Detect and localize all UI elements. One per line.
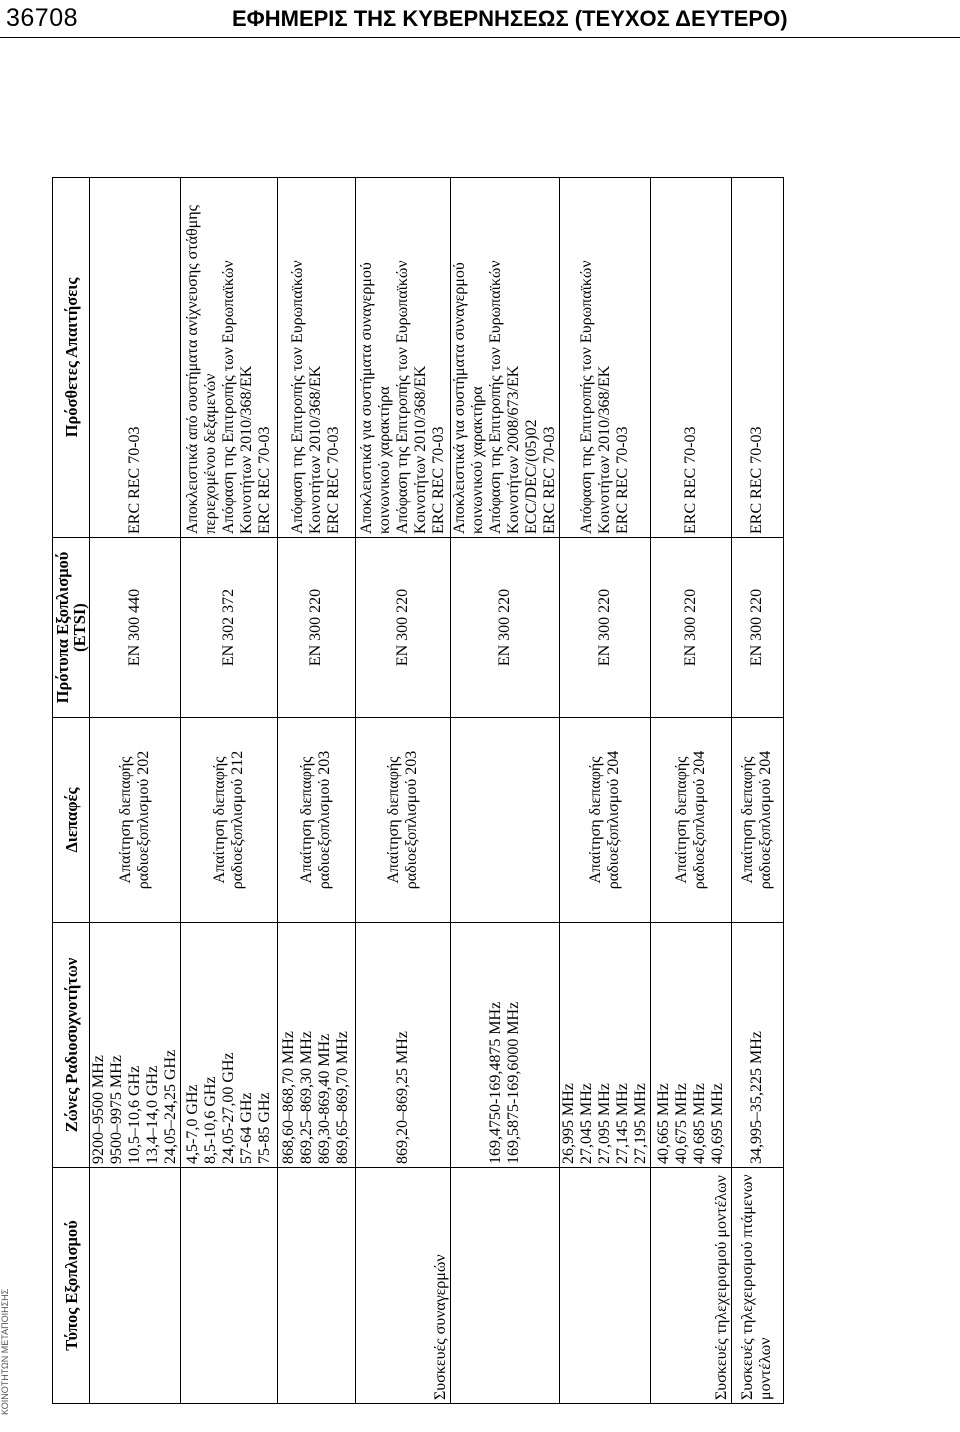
requirements-line: Απόφαση της Επιτροπής των Ευρωπαϊκών bbox=[220, 260, 238, 534]
standard-cell bbox=[90, 538, 181, 718]
interface-line: Απαίτηση διεπαφής bbox=[384, 756, 402, 884]
table-header-row bbox=[53, 178, 90, 1404]
frequency-bands-line: 75-85 GHz bbox=[256, 1092, 274, 1164]
standard-text: EN 300 220 bbox=[307, 588, 325, 667]
table-row bbox=[560, 178, 651, 1404]
interface-cell bbox=[181, 718, 277, 923]
equipment-type-cell bbox=[560, 1168, 651, 1404]
header-interfaces: Διεπαφές bbox=[53, 718, 90, 923]
frequency-bands-line: 13,4–14,0 GHz bbox=[144, 1065, 162, 1164]
interface-cell bbox=[450, 718, 559, 923]
requirements-line: ERC REC 70-03 bbox=[256, 426, 274, 534]
requirements-line: ERC REC 70-03 bbox=[126, 426, 144, 534]
interface-line: ραδιοεξοπλισμού 203 bbox=[402, 750, 420, 890]
equipment-type-cell bbox=[181, 1168, 277, 1404]
standard-cell bbox=[181, 538, 277, 718]
standard-cell bbox=[277, 538, 355, 718]
equipment-table bbox=[52, 177, 784, 1404]
frequency-bands-cell bbox=[90, 923, 181, 1168]
interface-cell bbox=[651, 718, 731, 923]
header-rule bbox=[0, 37, 960, 38]
requirements-cell bbox=[356, 178, 450, 538]
interface-cell bbox=[277, 718, 355, 923]
header-additional-requirements: Πρόσθετες Απαιτήσεις bbox=[53, 178, 90, 538]
frequency-bands-cell bbox=[181, 923, 277, 1168]
requirements-line: Κοινοτήτων 2010/368/ΕΚ bbox=[596, 365, 614, 534]
frequency-bands-cell bbox=[651, 923, 731, 1168]
header-equipment-type: Τύπος Εξοπλισμού bbox=[53, 1168, 90, 1404]
requirements-line: Απόφαση της Επιτροπής των Ευρωπαϊκών bbox=[486, 260, 504, 534]
frequency-bands-line: 24,05–24,25 GHz bbox=[162, 1049, 180, 1164]
frequency-bands-line: 869,20–869,25 MHz bbox=[393, 1031, 411, 1164]
interface-line: ραδιοεξοπλισμού 204 bbox=[757, 750, 775, 890]
frequency-bands-line: 27,095 MHz bbox=[596, 1083, 614, 1164]
frequency-bands-line: 10,5–10,6 GHz bbox=[126, 1065, 144, 1164]
requirements-cell bbox=[277, 178, 355, 538]
standard-text: EN 302 372 bbox=[220, 588, 238, 667]
interface-line: ραδιοεξοπλισμού 204 bbox=[691, 750, 709, 890]
frequency-bands-line: 24,05-27,00 GHz bbox=[220, 1052, 238, 1164]
requirements-line: ERC REC 70-03 bbox=[748, 426, 766, 534]
table-row bbox=[181, 178, 277, 1404]
gazette-title: ΕΦΗΜΕΡΙΣ ΤΗΣ ΚΥΒΕΡΝΗΣΕΩΣ (ΤΕΥΧΟΣ ΔΕΥΤΕΡΟ) bbox=[232, 6, 788, 31]
frequency-bands-line: 869,30-869,40 MHz bbox=[316, 1033, 334, 1164]
standard-cell bbox=[356, 538, 450, 718]
equipment-type-cell bbox=[731, 1168, 783, 1404]
standard-text: EN 300 220 bbox=[748, 588, 766, 667]
table-body bbox=[90, 178, 784, 1404]
frequency-bands-line: 869,65–869,70 MHz bbox=[334, 1031, 352, 1164]
interface-line: Απαίτηση διεπαφής bbox=[211, 756, 229, 884]
table-row bbox=[651, 178, 731, 1404]
requirements-line: ERC REC 70-03 bbox=[429, 426, 447, 534]
standard-cell bbox=[560, 538, 651, 718]
equipment-type-cell bbox=[356, 1168, 450, 1404]
interface-cell bbox=[560, 718, 651, 923]
requirements-line: ERC REC 70-03 bbox=[682, 426, 700, 534]
standard-cell bbox=[731, 538, 783, 718]
interface-line: ραδιοεξοπλισμού 202 bbox=[135, 750, 153, 890]
equipment-type-text: Συσκευές συναγερμών bbox=[431, 1254, 449, 1400]
table-row bbox=[90, 178, 181, 1404]
requirements-cell bbox=[560, 178, 651, 538]
requirements-line: Κοινοτήτων 2010/368/ΕΚ bbox=[307, 365, 325, 534]
requirements-line: Απόφαση της Επιτροπής των Ευρωπαϊκών bbox=[289, 260, 307, 534]
frequency-bands-line: 869,25–869,30 MHz bbox=[298, 1031, 316, 1164]
table-row bbox=[356, 178, 450, 1404]
frequency-bands-line: 8,5-10,6 GHz bbox=[202, 1076, 220, 1164]
frequency-bands-line: 40,675 MHz bbox=[673, 1083, 691, 1164]
header-frequency-bands: Ζώνες Ραδιοσυχνοτήτων bbox=[53, 923, 90, 1168]
requirements-line: ERC REC 70-03 bbox=[325, 426, 343, 534]
frequency-bands-line: 27,195 MHz bbox=[632, 1083, 650, 1164]
frequency-bands-line: 34,995–35,225 MHz bbox=[748, 1031, 766, 1164]
frequency-bands-line: 169,5875-169,6000 MHz bbox=[504, 1001, 522, 1164]
requirements-line: Απόφαση της Επιτροπής των Ευρωπαϊκών bbox=[578, 260, 596, 534]
frequency-bands-line: 40,695 MHz bbox=[709, 1083, 727, 1164]
stub-text: ΚΟΙΝΟΤΗΤΩΝ ΜΕΤΑΠΟΙΗΣΗΣ bbox=[0, 1288, 10, 1415]
standard-text: EN 300 440 bbox=[126, 588, 144, 667]
page-number: 36708 bbox=[6, 4, 79, 32]
frequency-bands-cell bbox=[560, 923, 651, 1168]
requirements-line: κοινωνικού χαρακτήρα bbox=[375, 386, 393, 534]
frequency-bands-line: 27,045 MHz bbox=[578, 1083, 596, 1164]
frequency-bands-line: 40,665 MHz bbox=[655, 1083, 673, 1164]
requirements-cell bbox=[731, 178, 783, 538]
interface-line: ραδιοεξοπλισμού 204 bbox=[605, 750, 623, 890]
frequency-bands-line: 868,60–868,70 MHz bbox=[280, 1031, 298, 1164]
interface-line: Απαίτηση διεπαφής bbox=[298, 756, 316, 884]
rotated-table-wrapper bbox=[52, 178, 784, 1404]
table-row bbox=[450, 178, 559, 1404]
standard-cell bbox=[651, 538, 731, 718]
requirements-line: περιεχομένου δεξαμενών bbox=[202, 373, 220, 534]
interface-line: Απαίτηση διεπαφής bbox=[587, 756, 605, 884]
frequency-bands-line: 57-64 GHz bbox=[238, 1092, 256, 1164]
frequency-bands-line: 169,4750-169,4875 MHz bbox=[486, 1001, 504, 1164]
frequency-bands-line: 26,995 MHz bbox=[560, 1083, 578, 1164]
table-row bbox=[731, 178, 783, 1404]
requirements-line: Απόφαση της Επιτροπής των Ευρωπαϊκών bbox=[393, 260, 411, 534]
requirements-line: Κοινοτήτων 2010/368/ΕΚ bbox=[411, 365, 429, 534]
requirements-line: Αποκλειστικά για συστήματα συναγερμού bbox=[450, 262, 468, 534]
standard-cell bbox=[450, 538, 559, 718]
frequency-bands-line: 4,5-7,0 GHz bbox=[184, 1084, 202, 1164]
equipment-type-cell bbox=[651, 1168, 731, 1404]
frequency-bands-line: 9200–9500 MHz bbox=[90, 1055, 108, 1164]
standard-text: EN 300 220 bbox=[495, 588, 513, 667]
header-etsi-standards: Πρότυπα Εξοπλισμού (ETSI) bbox=[53, 538, 90, 718]
requirements-line: ECC/DEC/(05)02 bbox=[522, 419, 540, 534]
equipment-type-cell bbox=[450, 1168, 559, 1404]
interface-line: Απαίτηση διεπαφής bbox=[117, 756, 135, 884]
requirements-line: Κοινοτήτων 2010/368/ΕΚ bbox=[238, 365, 256, 534]
equipment-type-cell bbox=[90, 1168, 181, 1404]
requirements-line: κοινωνικού χαρακτήρα bbox=[468, 386, 486, 534]
requirements-line: ERC REC 70-03 bbox=[540, 426, 558, 534]
frequency-bands-line: 27,145 MHz bbox=[614, 1083, 632, 1164]
frequency-bands-line: 9500–9975 MHz bbox=[108, 1055, 126, 1164]
equipment-type-cell bbox=[277, 1168, 355, 1404]
table-row bbox=[277, 178, 355, 1404]
frequency-bands-cell bbox=[450, 923, 559, 1168]
frequency-bands-line: 40,685 MHz bbox=[691, 1083, 709, 1164]
interface-cell bbox=[731, 718, 783, 923]
equipment-type-text: Συσκευές τηλεχειρισμού μοντέλων bbox=[712, 1175, 730, 1400]
page-header bbox=[0, 0, 960, 40]
interface-line: Απαίτηση διεπαφής bbox=[739, 756, 757, 884]
requirements-line: ERC REC 70-03 bbox=[614, 426, 632, 534]
requirements-line: Αποκλειστικά από συστήματα ανίχνευσης στάθμης bbox=[184, 205, 202, 534]
interface-line: ραδιοεξοπλισμού 203 bbox=[316, 750, 334, 890]
interface-line: Απαίτηση διεπαφής bbox=[673, 756, 691, 884]
frequency-bands-cell bbox=[731, 923, 783, 1168]
requirements-line: Κοινοτήτων 2008/673/ΕΚ bbox=[504, 365, 522, 534]
frequency-bands-cell bbox=[277, 923, 355, 1168]
requirements-cell bbox=[450, 178, 559, 538]
equipment-type-text: Συσκευές τηλεχειρισμού πτάμενων μοντέλων bbox=[739, 1174, 775, 1400]
requirements-cell bbox=[651, 178, 731, 538]
interface-cell bbox=[356, 718, 450, 923]
requirements-cell bbox=[181, 178, 277, 538]
standard-text: EN 300 220 bbox=[393, 588, 411, 667]
interface-cell bbox=[90, 718, 181, 923]
standard-text: EN 300 220 bbox=[596, 588, 614, 667]
interface-line: ραδιοεξοπλισμού 212 bbox=[229, 750, 247, 890]
standard-text: EN 300 220 bbox=[682, 588, 700, 667]
requirements-cell bbox=[90, 178, 181, 538]
left-edge-stub bbox=[0, 1150, 8, 1420]
frequency-bands-cell bbox=[356, 923, 450, 1168]
requirements-line: Αποκλειστικά για συστήματα συναγερμού bbox=[357, 262, 375, 534]
